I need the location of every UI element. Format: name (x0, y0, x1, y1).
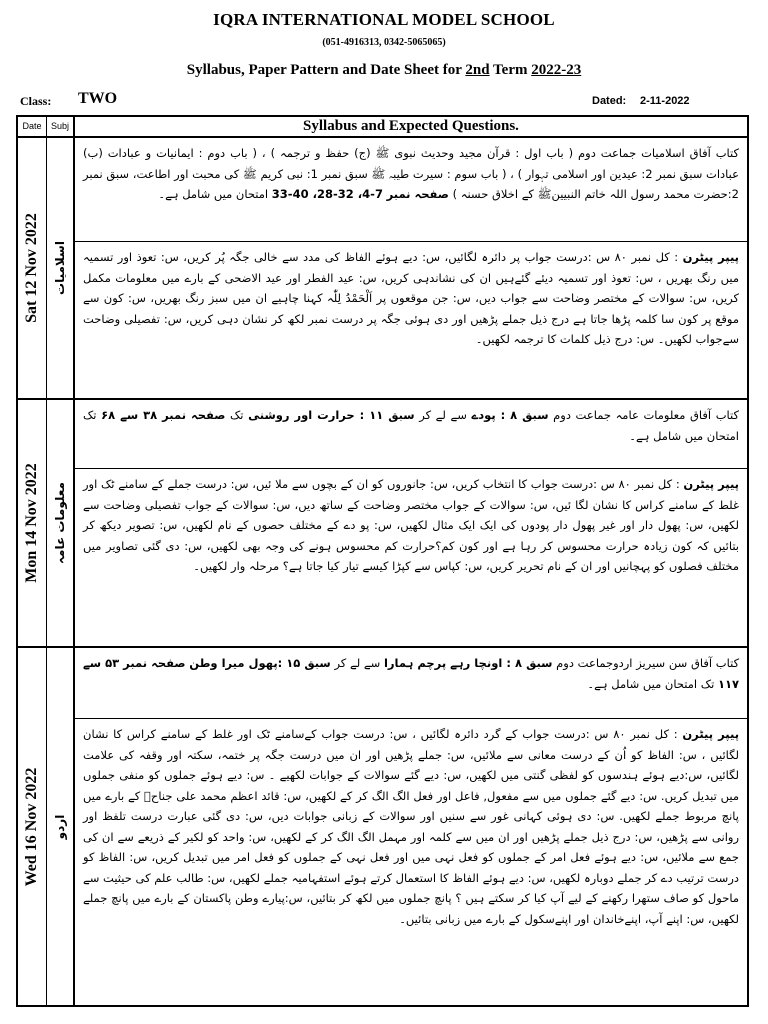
subject-name: اسلامیات (53, 241, 67, 295)
class-value: TWO (78, 90, 118, 107)
paper-pattern-cell (75, 718, 747, 1005)
syllabus-connector-tak: تک (230, 408, 244, 422)
title-middle: Term (489, 62, 532, 78)
document-title (0, 62, 768, 79)
paper-pattern-text: : کل نمبر ۸۰ س :درست جواب پر دائرہ لگائیں، س: دیے ہوئے الفاظ کی مدد سے خالی جگہ پُر کریں، س: تعوذ اور تسمیہ میں رنگ بھریں ، س: تعوذ اور تسمیہ دیئے گئےہیں ان کی نشاندہی کریں، س: عید الفطر اور عید الاضحی کے بارے میں معلومات مکمل کریں، س: سوالات کے مختصر وضاحت سے جواب دیں، س: جن موقعوں پر اَلْحَمْدُ لِلّٰہ کہنا چاہیے ان میں سبز رنگ بھریں، س: کون سے موقع پر کون سا کلمہ پڑھا جاتا ہے درج ذیل جملے پڑھیں اور دی ہوئی جگہ پر درست نمبر لکھ کر نشان دہی کریں، س: تفصیلی وضاحت سےجواب لکھیں۔ س: درج ذیل کلمات کا ترجمہ لکھیں۔ (83, 250, 739, 346)
pages-range: صفحہ نمبر ۵۳ سے ۱۱۷ (83, 656, 739, 691)
syllabus-from-lesson: سبق ۸ : پودے (471, 408, 549, 422)
class-info-row (20, 90, 748, 112)
paper-pattern-label: پیپر پیٹرن (682, 727, 740, 741)
paper-pattern-label: پیپر پیٹرن (683, 477, 739, 491)
paper-pattern-text: : کل نمبر ۸۰ س :درست جواب کا انتخاب کریں، س: جانوروں کو ان کے بچوں سے ملا ئیں، س: درست جملے کے سامنے ٹک اور غلط کے سامنے کراس کا نشان لگا ئیں، س: سوالات کے جواب مختصر وضاحت کے ساتھ دیں، س: سوالات کے جواب تفصیلی وضاحت سے لکھیں، س: پھول دار اور غیر پھول دار پودوں کی ایک ایک مثال لکھیں، س: پو دے کے مختلف حصوں کے نام لکھیں، س: تصویر دیکھ کر بتائیں کہ کون زیادہ حرارت محسوس کر رہا ہے اور کون کم؟حرارت کم محسوس ہونے کی وجہ بھی لکھیں، س: دی گئی تصاویر میں مختلف فصلوں کو پہچانیں اور ان کے نام تحریر کریں، س: کپاس سے کپڑا کیسے تیار کیا جاتا ہے؟ مرحلہ وار لکھیں۔ (83, 477, 739, 573)
class-label: Class: (20, 94, 52, 108)
subject-cell (47, 648, 75, 1005)
syllabus-cell (75, 400, 747, 468)
syllabus-connector: سے لے کر (334, 656, 381, 670)
title-year: 2022-23 (531, 62, 582, 78)
exam-date-cell (18, 648, 47, 1005)
syllabus-ending: تک امتحان میں شامل ہے۔ (83, 408, 739, 443)
paper-pattern-label: پیپر پیٹرن (682, 250, 739, 264)
pages-range: صفحہ نمبر ۳۸ سے ۶۸ (101, 408, 226, 422)
exam-date-cell (18, 400, 47, 646)
syllabus-connector: سے لے کر (419, 408, 467, 422)
syllabus-book: کتاب آفاق معلومات عامہ جماعت دوم (553, 408, 740, 422)
column-header-date: Date (18, 117, 47, 136)
table-header-row (18, 117, 747, 138)
syllabus-book: کتاب آفاق سن سیریز اردوجماعت دوم (556, 656, 740, 670)
exam-date: Mon 14 Nov 2022 (23, 463, 40, 583)
column-header-syllabus: Syllabus and Expected Questions. (303, 118, 519, 134)
school-name: IQRA INTERNATIONAL MODEL SCHOOL (213, 10, 555, 29)
school-phones: (051-4916313, 0342-5065065) (322, 37, 446, 48)
subject-name: معلومات عامہ (53, 482, 67, 564)
dated-label: Dated: (592, 95, 627, 107)
exam-section-general-knowledge (18, 400, 747, 648)
exam-date: Sat 12 Nov 2022 (23, 213, 40, 323)
paper-pattern-cell (75, 468, 747, 648)
date-sheet-table (16, 115, 749, 1007)
syllabus-cell (75, 648, 747, 718)
syllabus-text: کتاب آفاق اسلامیات جماعت دوم ( باب اول : قرآن مجید وحدیث نبوی ﷺ (ج) حفظ و ترجمہ ) ، ( باب دوم : ایمانیات و عبادات (ب) عبادات سبق نمبر 2: عیدین اور اسلامی تہوار ) ، ( باب سوم : سیرت طیبہ ﷺ سبق نمبر 1: نبی کریم ﷺ کی محبت اور اطاعت، سبق نمبر 2:حضرت محمد رسول اللہ خاتم النبیینﷺ کے اخلاق حسنہ ) (83, 146, 739, 201)
subject-cell (47, 138, 75, 398)
paper-pattern-text: : کل نمبر ۸۰ س :درست جواب کے گرد دائرہ لگائیں ، س: درست جواب کےسامنے ٹک اور غلط کے سامنے کراس کا نشان لگائیں ، س: الفاظ کو اُن کے درست معانی سے ملائیں، س: جملے پڑھیں اور ان میں درست جگہ پر ختمہ، سکتہ اور وقفہ کی علامت لگائیں، س:دیے ہوئے ہندسوں کو لفظی گنتی میں لکھیں، س: دیے گئے سوالات کے جوابات لکھیے ۔ س: دیے ہوئے جملوں کو منفی جملوں میں تبدیل کریں. س: دیے گئے جملوں میں سے مفعول, فاعل اور فعل الگ الگ کر کے لکھیں، س: قائد اعظم محمد علی جناحؒ کے بارے میں پانچ مربوط جملے لکھیں. س: دی ہوئی کہانی غور سے سنیں اور سوالات کے زبانی جوابات دیں، س: دی گئی عبارت درست تلفظ اور روانی سے پڑھیں، س: درج ذیل جملے پڑھیں اور ان میں سے کلمہ اور مہمل الگ الگ کر کے لکھیں، س: واحد کو لکیر کے ذریعے سے ان کی جمع سے ملائیں، س: دیے ہوئے فعل امر کے جملوں کو فعل نہی میں اور فعل نہی کے جملوں کو فعل امر میں تبدیل کریں، س: الفاظ کو درست ترتیب دے کر جملے دوبارہ لکھیں، س: دیے ہوئے الفاظ کا استعمال کرتے ہوئے استفہامیہ جملے لکھیں، س: طالب علم کی حیثیت سے ماحول کو صاف ستھرا رکھنے کے لیے آپ کیا کر سکتے ہیں ؟ پانچ جملوں میں لکھ کر بتائیں، س:پیارے وطن پاکستان کے بارے میں پانچ جملے لکھیں، س: اپنے آپ، اپنےخاندان اور اپنےسکول کے بارے میں زبانی بتائیں۔ (83, 727, 739, 926)
subject-cell (47, 400, 75, 646)
pages-range: 7-4، 32-28، 40-33 (271, 187, 383, 201)
paper-pattern-cell (75, 241, 747, 400)
title-prefix: Syllabus, Paper Pattern and Date Sheet for (186, 62, 466, 78)
syllabus-ending: امتحان میں شامل ہے۔ (158, 187, 269, 201)
exam-section-urdu (18, 648, 747, 1005)
exam-date: Wed 16 Nov 2022 (23, 767, 40, 886)
syllabus-to-lesson: سبق ۱۵ :پھول میرا وطن (189, 656, 331, 670)
syllabus-from-lesson: سبق ۸ : اونچا رہے پرچم ہمارا (383, 656, 553, 670)
syllabus-cell (75, 138, 747, 241)
pages-label: صفحہ نمبر (386, 187, 449, 201)
syllabus-to-lesson: سبق ۱۱ : حرارت اور روشنی (248, 408, 415, 422)
column-header-subject: Subj (47, 117, 75, 136)
syllabus-ending: تک امتحان میں شامل ہے۔ (587, 676, 715, 691)
title-term: 2nd (465, 62, 490, 78)
exam-section-islamiat (18, 138, 747, 400)
subject-name: اردو (53, 814, 67, 839)
dated-value: 2-11-2022 (640, 95, 690, 107)
exam-date-cell (18, 138, 47, 398)
